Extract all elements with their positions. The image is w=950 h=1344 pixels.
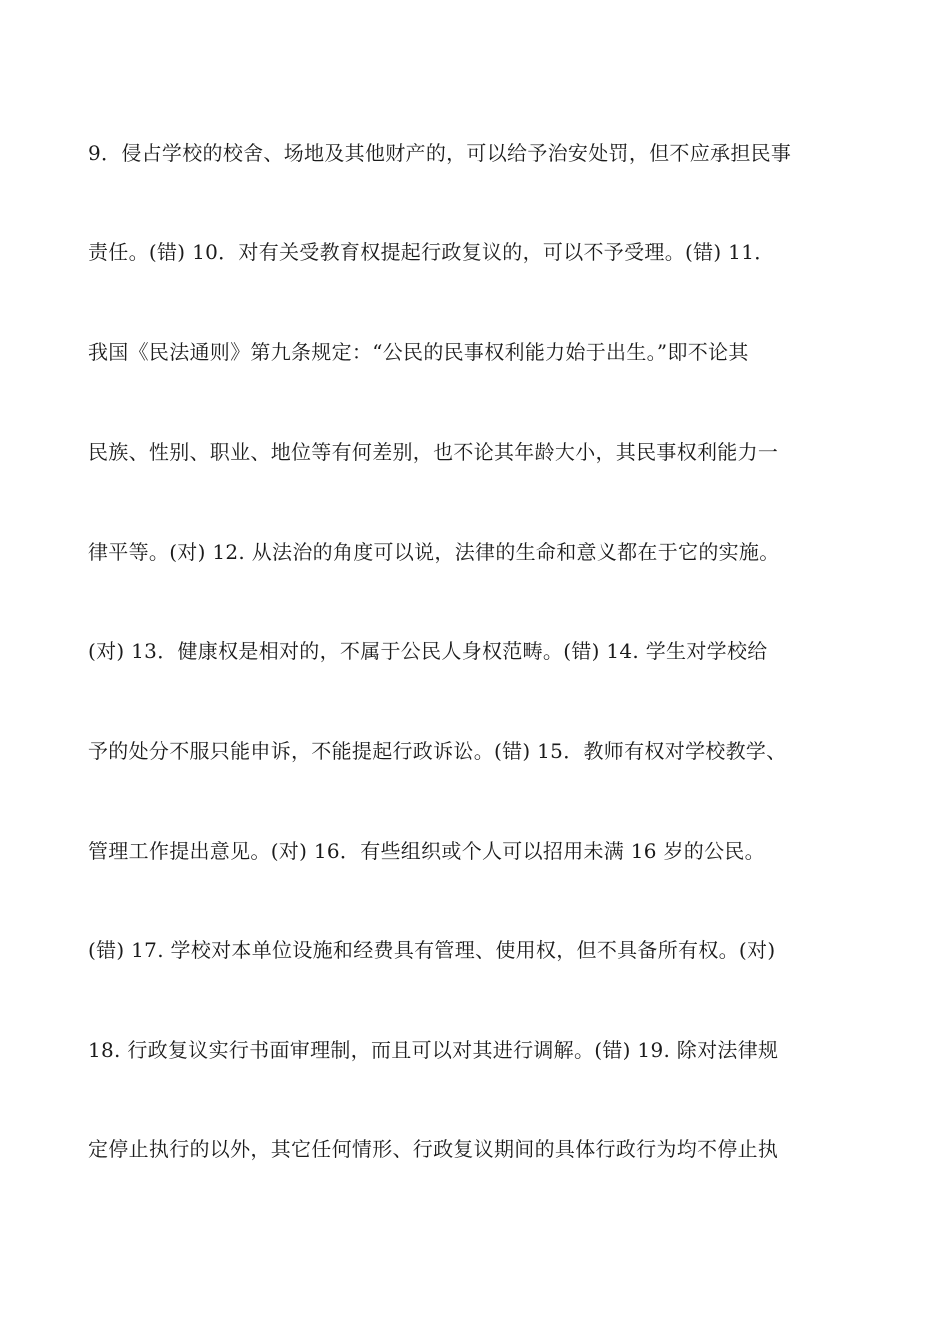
text-line: 予的处分不服只能申诉，不能提起行政诉讼。(错) 15．教师有权对学校教学、 [88, 739, 787, 763]
text-line: 管理工作提出意见。(对) 16．有些组织或个人可以招用未满 16 岁的公民。 [88, 839, 765, 863]
text-line: 定停止执行的以外，其它任何情形、行政复议期间的具体行政行为均不停止执 [88, 1137, 779, 1161]
text-line: (错) 17. 学校对本单位设施和经费具有管理、使用权，但不具备所有权。(对) [88, 938, 776, 962]
text-line: 民族、性别、职业、地位等有何差别，也不论其年龄大小，其民事权利能力一 [88, 440, 779, 464]
text-line: 我国《民法通则》第九条规定：“公民的民事权利能力始于出生。”即不论其 [88, 340, 749, 364]
text-line: 18. 行政复议实行书面审理制，而且可以对其进行调解。(错) 19. 除对法律规 [88, 1038, 779, 1062]
text-line: 律平等。(对) 12. 从法治的角度可以说，法律的生命和意义都在于它的实施。 [88, 540, 780, 564]
text-line: (对) 13．健康权是相对的，不属于公民人身权范畴。(错) 14. 学生对学校给 [88, 639, 768, 663]
text-line: 9．侵占学校的校舍、场地及其他财产的，可以给予治安处罚，但不应承担民事 [88, 141, 792, 165]
text-line: 责任。(错) 10．对有关受教育权提起行政复议的，可以不予受理。(错) 11． [88, 240, 775, 264]
